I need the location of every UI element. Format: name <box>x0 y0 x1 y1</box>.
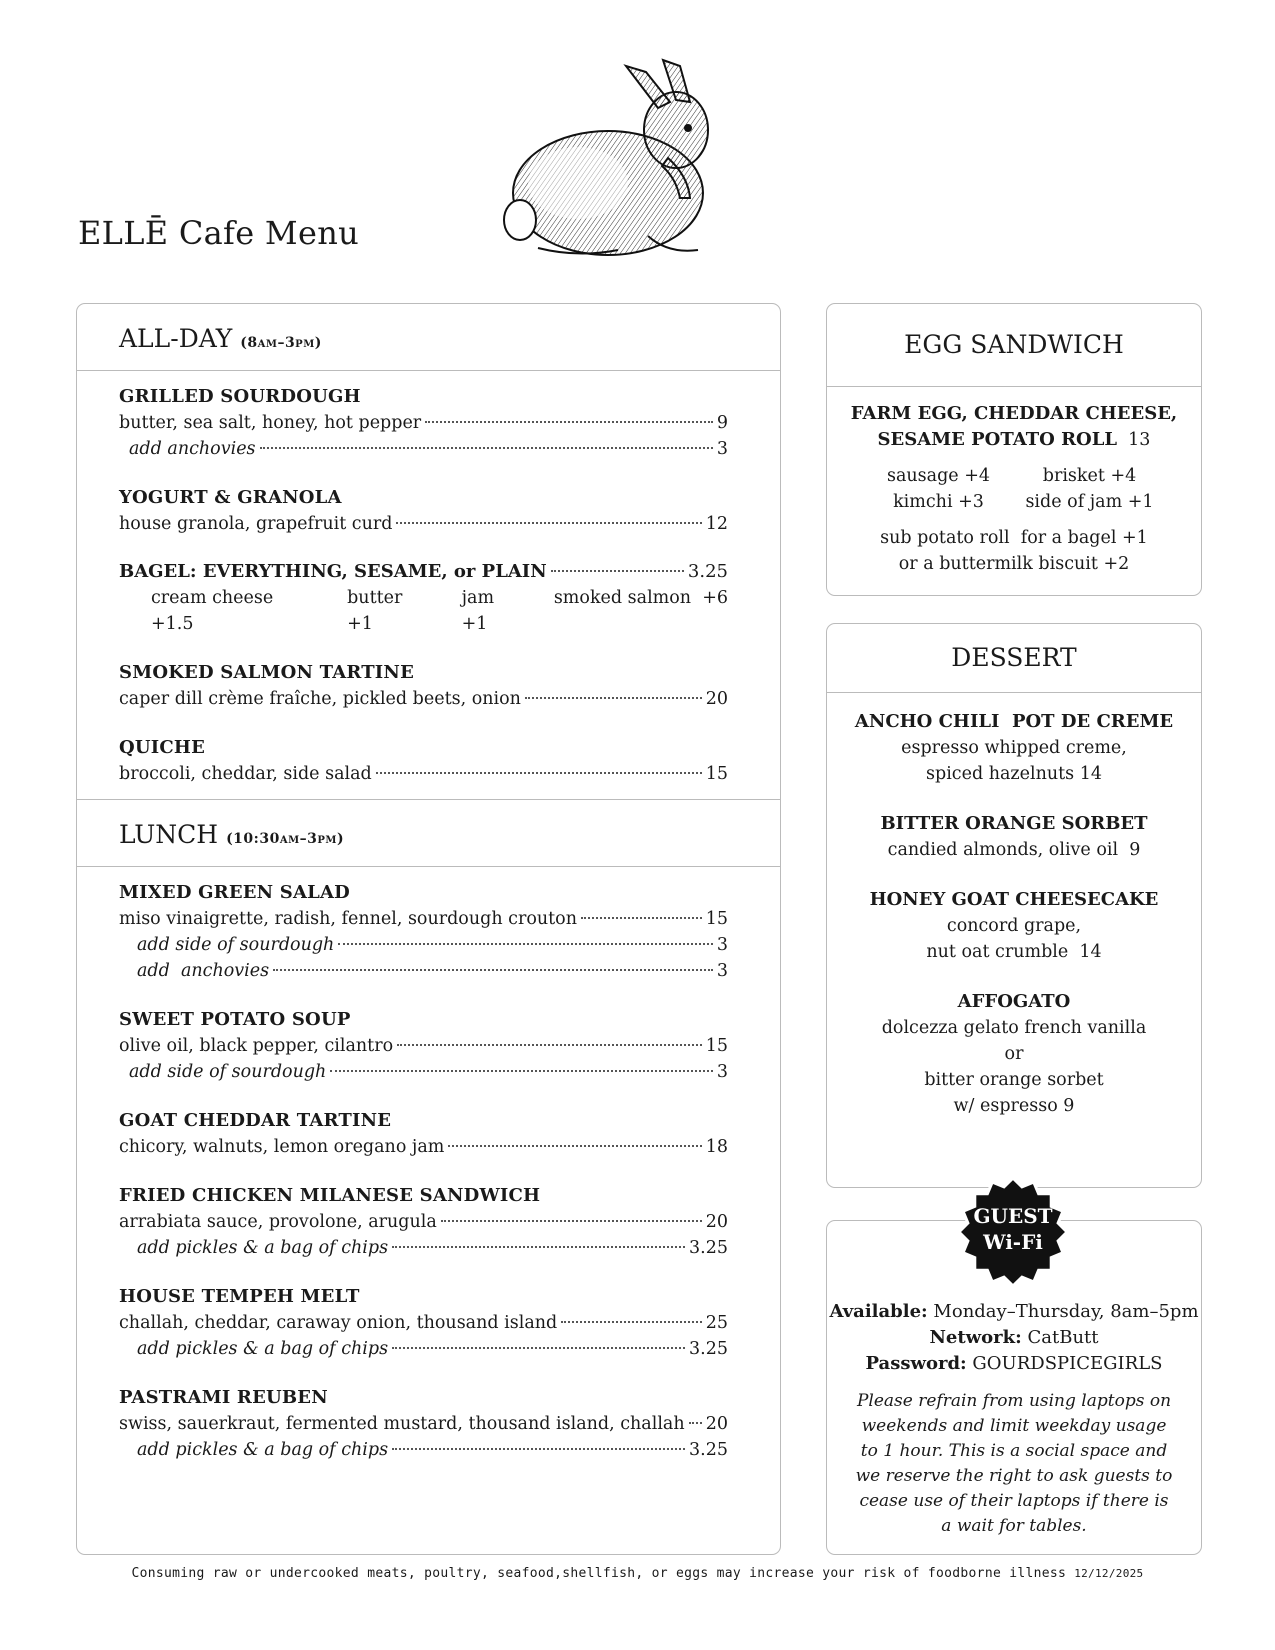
egg-sandwich-title: EGG SANDWICH <box>827 304 1201 387</box>
mod: kimchi +3 <box>893 492 984 512</box>
item-price: 20 <box>705 689 728 709</box>
item-addon: add pickles & a bag of chips <box>137 1339 389 1359</box>
item-name: SWEET POTATO SOUP <box>119 1009 351 1030</box>
dessert-name: AFFOGATO <box>957 991 1071 1012</box>
item-addon-price: 3.25 <box>689 1339 728 1359</box>
footer-text: Consuming raw or undercooked meats, poultry, seafood,shellfish, or eggs may increase your risk of foodborne illness <box>131 1566 1067 1581</box>
item-price: 20 <box>705 1212 728 1232</box>
item-addon: add anchovies <box>137 961 270 981</box>
item-addon: add anchovies <box>129 439 256 459</box>
rabbit-illustration <box>498 58 748 268</box>
item-desc: butter, sea salt, honey, hot pepper <box>119 413 422 433</box>
addon: smoked salmon +6 <box>553 588 728 608</box>
item-name: FRIED CHICKEN MILANESE SANDWICH <box>119 1185 541 1206</box>
menu-item <box>119 734 728 787</box>
dessert-item <box>827 887 1201 965</box>
menu-item <box>119 879 728 984</box>
dessert-desc: bitter orange sorbet <box>924 1070 1104 1090</box>
item-price: 12 <box>705 514 728 534</box>
item-addon-price: 3.25 <box>689 1238 728 1258</box>
badge-line1: GUEST <box>973 1204 1053 1228</box>
item-addon-price: 3.25 <box>689 1440 728 1460</box>
dessert-item <box>827 811 1201 863</box>
item-name: QUICHE <box>119 737 206 758</box>
item-addon-price: 3 <box>716 1062 728 1082</box>
guest-wifi-badge <box>957 1203 1069 1255</box>
dessert-name: ANCHO CHILI POT DE CREME <box>854 711 1174 732</box>
dessert-name: BITTER ORANGE SORBET <box>880 813 1148 834</box>
egg-sandwich-mods <box>827 463 1201 515</box>
item-name: SMOKED SALMON TARTINE <box>119 662 414 683</box>
dessert-desc: candied almonds, olive oil 9 <box>887 840 1141 860</box>
dessert-title: DESSERT <box>827 624 1201 693</box>
dessert-name: HONEY GOAT CHEESECAKE <box>869 889 1159 910</box>
item-desc: broccoli, cheddar, side salad <box>119 764 372 784</box>
egg-sandwich-sub1: sub potato roll for a bagel +1 <box>880 528 1148 548</box>
item-addon-price: 3 <box>716 961 728 981</box>
dessert-desc: espresso whipped creme, <box>901 738 1127 758</box>
item-desc: miso vinaigrette, radish, fennel, sourdough crouton <box>119 909 577 929</box>
item-price: 18 <box>705 1137 728 1157</box>
item-desc: swiss, sauerkraut, fermented mustard, thousand island, challah <box>119 1414 685 1434</box>
item-addon: add pickles & a bag of chips <box>137 1440 389 1460</box>
footer-warning <box>0 1566 1275 1581</box>
item-name: HOUSE TEMPEH MELT <box>119 1286 360 1307</box>
all-day-items <box>77 371 780 799</box>
laptop-policy-note: Please refrain from using laptops on weekends and limit weekday usage to 1 hour. This is a social space and we reserve the right to ask guests to cease use of their laptops if there is a wait for tables. <box>855 1391 1173 1536</box>
item-desc: chicory, walnuts, lemon oregano jam <box>119 1137 445 1157</box>
lunch-hours: (10:30am–3pm) <box>226 831 345 847</box>
wifi-network-label: Network: <box>929 1327 1022 1348</box>
item-name: BAGEL: EVERYTHING, SESAME, or PLAIN <box>119 561 547 582</box>
lunch-title: LUNCH <box>119 820 219 849</box>
menu-item <box>119 1006 728 1085</box>
item-name: MIXED GREEN SALAD <box>119 882 350 903</box>
wifi-password-label: Password: <box>865 1353 967 1374</box>
menu-item <box>119 484 728 537</box>
wifi-password-value: GOURDSPICEGIRLS <box>966 1353 1163 1374</box>
wifi-available-label: Available: <box>829 1301 928 1322</box>
lunch-header <box>77 799 780 867</box>
all-day-title: ALL-DAY <box>119 324 233 353</box>
item-desc: arrabiata sauce, provolone, arugula <box>119 1212 437 1232</box>
menu-item <box>119 559 728 637</box>
dessert-desc: concord grape, <box>946 916 1082 936</box>
egg-sandwich-name-line1: FARM EGG, CHEDDAR CHEESE, <box>850 403 1178 424</box>
dessert-item <box>827 989 1201 1119</box>
item-desc: challah, cheddar, caraway onion, thousand island <box>119 1313 558 1333</box>
egg-sandwich-sub2: or a buttermilk biscuit +2 <box>898 554 1130 574</box>
footer-date: 12/12/2025 <box>1074 1567 1144 1580</box>
item-price: 9 <box>716 413 728 433</box>
menu-item <box>119 1107 728 1160</box>
all-day-header <box>77 304 780 371</box>
bagel-addons <box>119 585 728 637</box>
dessert-desc: or <box>1004 1044 1024 1064</box>
item-price: 25 <box>705 1313 728 1333</box>
item-addon: add side of sourdough <box>137 935 335 955</box>
mod: brisket +4 <box>1042 466 1137 486</box>
menu-item <box>119 1384 728 1463</box>
dessert-desc: w/ espresso 9 <box>953 1096 1075 1116</box>
menu-item <box>119 1283 728 1362</box>
item-price: 15 <box>705 764 728 784</box>
page-title: ELLĒ Cafe Menu <box>78 214 360 252</box>
addon: jam +1 <box>461 588 495 634</box>
item-name: GRILLED SOURDOUGH <box>119 386 361 407</box>
dessert-item <box>827 709 1201 787</box>
main-menu-panel <box>76 303 781 1555</box>
item-desc: house granola, grapefruit curd <box>119 514 393 534</box>
item-addon-price: 3 <box>716 935 728 955</box>
mod: side of jam +1 <box>1025 492 1154 512</box>
item-name: GOAT CHEDDAR TARTINE <box>119 1110 392 1131</box>
item-price: 15 <box>705 909 728 929</box>
menu-item <box>119 659 728 712</box>
item-desc: olive oil, black pepper, cilantro <box>119 1036 394 1056</box>
addon: butter +1 <box>347 588 403 634</box>
egg-sandwich-panel <box>826 303 1202 596</box>
dessert-desc: nut oat crumble 14 <box>926 942 1102 962</box>
item-addon: add side of sourdough <box>129 1062 327 1082</box>
item-addon-price: 3 <box>716 439 728 459</box>
lunch-items <box>77 867 780 1489</box>
wifi-available-value: Monday–Thursday, 8am–5pm <box>927 1301 1199 1322</box>
wifi-network-value: CatButt <box>1021 1327 1099 1348</box>
item-price: 15 <box>705 1036 728 1056</box>
egg-sandwich-name-line2: SESAME POTATO ROLL <box>877 429 1118 450</box>
addon: cream cheese +1.5 <box>151 588 274 634</box>
dessert-desc: spiced hazelnuts 14 <box>926 764 1102 784</box>
item-name: YOGURT & GRANOLA <box>119 487 342 508</box>
badge-line2: Wi-Fi <box>983 1230 1043 1254</box>
dessert-desc: dolcezza gelato french vanilla <box>881 1018 1147 1038</box>
item-price: 20 <box>705 1414 728 1434</box>
menu-item <box>119 383 728 462</box>
item-name: PASTRAMI REUBEN <box>119 1387 328 1408</box>
egg-sandwich-price: 13 <box>1128 430 1151 450</box>
all-day-hours: (8am–3pm) <box>240 335 322 351</box>
mod: sausage +4 <box>886 466 991 486</box>
menu-item <box>119 1182 728 1261</box>
item-price: 3.25 <box>687 561 728 582</box>
item-desc: caper dill crème fraîche, pickled beets, onion <box>119 689 521 709</box>
item-addon: add pickles & a bag of chips <box>137 1238 389 1258</box>
dessert-panel <box>826 623 1202 1188</box>
